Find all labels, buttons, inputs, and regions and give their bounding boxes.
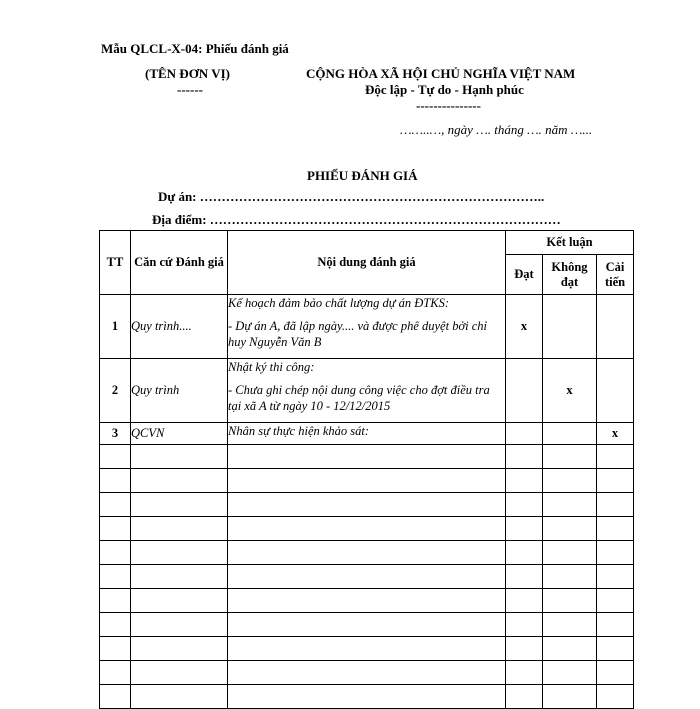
empty-row (100, 541, 634, 565)
national-motto: Độc lập - Tự do - Hạnh phúc (365, 82, 524, 97)
content-detail: - Dự án A, đã lập ngày.... và được phê duyệt bởi chỉ huy Nguyễn Văn B (228, 319, 487, 349)
table-row (100, 359, 634, 423)
content-detail: - Chưa ghi chép nội dung công việc cho đợt điều tra tại xã A từ ngày 10 - 12/12/2015 (228, 383, 490, 413)
improve-mark (597, 359, 634, 423)
country-name: CỘNG HÒA XÃ HỘI CHỦ NGHĨA VIỆT NAM (306, 66, 576, 81)
fail-mark (543, 423, 597, 445)
form-code: Mẫu QLCL-X-04: Phiếu đánh giá (101, 41, 289, 56)
row-content (228, 359, 506, 423)
empty-row (100, 517, 634, 541)
tt-header: TT (100, 231, 131, 295)
empty-row (100, 613, 634, 637)
project-field: Dự án: …………………………………………………………………….. (158, 189, 545, 204)
empty-row (100, 685, 634, 709)
evaluation-table (99, 230, 634, 709)
pass-mark (506, 359, 543, 423)
empty-row (100, 445, 634, 469)
location-field: Địa điểm: ……………………………………………………………………… (152, 212, 561, 227)
unit-name: (TÊN ĐƠN VỊ) (145, 66, 230, 81)
improve-mark: x (597, 423, 634, 445)
fail-header: Không đạt (543, 255, 597, 295)
table-row (100, 423, 634, 445)
content-header: Nội dung đánh giá (228, 231, 506, 295)
empty-row (100, 637, 634, 661)
unit-dash: ------ (177, 82, 203, 97)
row-content (228, 423, 506, 445)
content-heading: Kế hoạch đảm bảo chất lượng dự án ĐTKS: (228, 296, 449, 310)
row-basis: Quy trình (131, 359, 228, 423)
row-basis: QCVN (131, 423, 228, 445)
basis-header: Căn cứ Đánh giá (131, 231, 228, 295)
row-content (228, 295, 506, 359)
document-title: PHIẾU ĐÁNH GIÁ (307, 168, 418, 183)
conclusion-header: Kết luận (506, 231, 634, 255)
improve-mark (597, 295, 634, 359)
motto-dash: --------------- (416, 98, 481, 113)
improve-header: Cải tiến (597, 255, 634, 295)
pass-mark: x (506, 295, 543, 359)
empty-row (100, 565, 634, 589)
fail-mark (543, 295, 597, 359)
date-line: ……..…, ngày …. tháng …. năm …... (400, 122, 593, 137)
pass-mark (506, 423, 543, 445)
row-number: 3 (100, 423, 131, 445)
content-heading: Nhật ký thi công: (228, 360, 315, 374)
empty-row (100, 493, 634, 517)
row-number: 1 (100, 295, 131, 359)
fail-mark: x (543, 359, 597, 423)
row-basis: Quy trình.... (131, 295, 228, 359)
pass-header: Đạt (506, 255, 543, 295)
table-row (100, 295, 634, 359)
header-row (100, 231, 634, 255)
row-number: 2 (100, 359, 131, 423)
content-heading: Nhân sự thực hiện khảo sát: (228, 424, 370, 438)
empty-row (100, 469, 634, 493)
empty-row (100, 589, 634, 613)
empty-row (100, 661, 634, 685)
